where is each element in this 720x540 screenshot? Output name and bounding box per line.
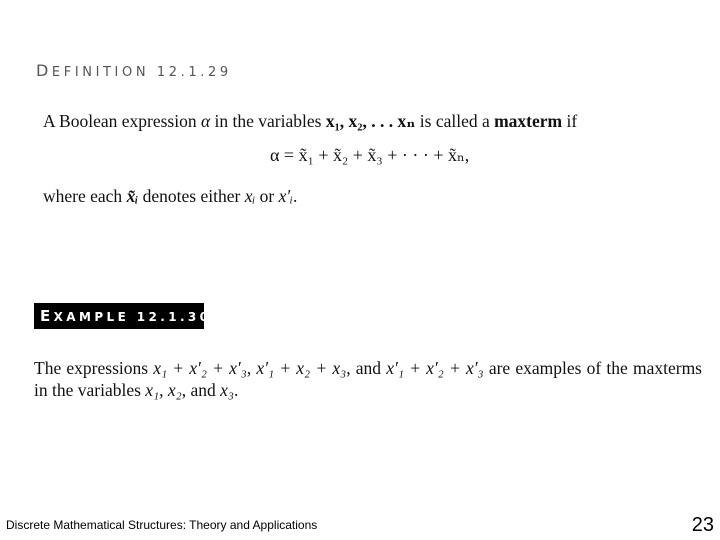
example-statement [34, 357, 702, 401]
xi: xᵢ [244, 186, 256, 206]
xi-prime: x′ᵢ [278, 186, 293, 206]
example-variables: x₁, x₂ [145, 380, 182, 400]
definition-heading-initial: D [36, 61, 52, 80]
example-variable-3: x₃ [220, 380, 234, 400]
where-or: or [255, 186, 279, 206]
example-heading-rest: XAMPLE 12.1.30 [53, 310, 212, 324]
definition-intro-middle: in the variables [210, 111, 326, 131]
page-number: 23 [691, 514, 714, 536]
definition-heading [36, 61, 232, 80]
example-text-before: The expressions [34, 358, 154, 378]
footer-title: Discrete Mathematical Structures: Theory and Applications [6, 518, 318, 532]
example-heading-initial: E [40, 307, 54, 325]
example-heading [34, 303, 212, 329]
xi-tilde: x̃ᵢ [126, 186, 139, 206]
maxterm-term: maxterm [494, 111, 563, 131]
where-end: . [292, 186, 298, 206]
example-text-middle: are examples of the maxterms in the variables [34, 358, 702, 400]
definition-intro-end: if [562, 111, 578, 131]
example-expression-2: x′₁ + x₂ + x₃ [256, 358, 347, 378]
definition-intro-before: A Boolean expression [43, 111, 201, 131]
definition-intro-after: is called a [415, 111, 495, 131]
example-sep-1: , [246, 358, 257, 378]
definition-equation: α = x̃₁ + x̃₂ + x̃₃ + · · · + x̃ₙ, [270, 145, 470, 165]
definition-where-clause [43, 186, 297, 207]
where-middle: denotes either [138, 186, 245, 206]
definition-heading-rest: EFINITION 12.1.29 [51, 65, 232, 80]
definition-variables: x₁, x₂, . . . xₙ [325, 111, 416, 131]
where-before: where each [43, 186, 127, 206]
example-expression-1: x₁ + x′₂ + x′₃ [153, 358, 247, 378]
example-text-end: . [234, 380, 239, 400]
definition-statement [43, 110, 683, 132]
alpha-symbol: α [200, 111, 211, 131]
example-sep-2: , and [346, 358, 387, 378]
example-expression-3: x′₁ + x′₂ + x′₃ [386, 358, 484, 378]
example-text-and: , and [181, 380, 221, 400]
